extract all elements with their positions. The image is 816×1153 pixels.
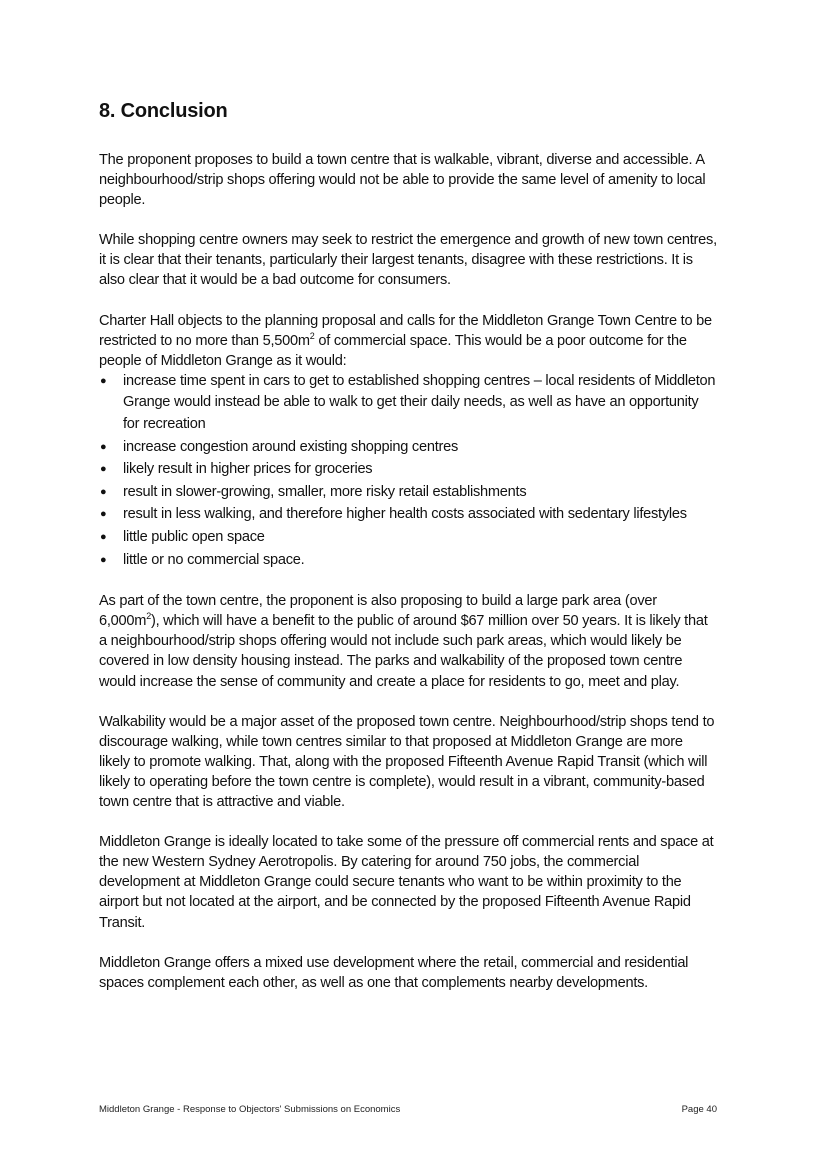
superscript-2: 2 — [309, 330, 315, 341]
list-item — [99, 504, 717, 526]
list-item — [99, 459, 717, 481]
consequences-list — [99, 371, 717, 571]
bullet-icon: ● — [100, 374, 107, 387]
list-item-text: little public open space — [123, 529, 265, 545]
list-item — [99, 437, 717, 459]
park-area-text-b: ), which will have a benefit to the public of around $67 million over 50 years. It is likely that a neighbourhood/strip shops offering would not include such park areas, which would likely be covered in low density housing instead. The parks and walkability of the proposed town centre would increase the sense of community and create a place for residents to go, meet and play. — [99, 613, 708, 690]
charter-hall-text-b: of commercial space. This would be a poor outcome for the people of Middleton Grange as it would: — [99, 332, 687, 369]
page-footer — [99, 1104, 717, 1116]
paragraph-walkability: Walkability would be a major asset of the proposed town centre. Neighbourhood/strip shops tend to discourage walking, while town centres similar to that proposed at Middleton Grange are more likely to promote walking. That, along with the proposed Fifteenth Avenue Rapid Transit (which will likely to operating before the town centre is complete), would result in a vibrant, community-based town centre that is attractive and viable. — [99, 713, 715, 811]
list-item-text: little or no commercial space. — [123, 551, 305, 568]
bullet-icon: ● — [100, 531, 107, 543]
paragraph-shopping-centre-owners: While shopping centre owners may seek to restrict the emergence and growth of new town centres, it is clear that their tenants, particularly their largest tenants, disagree with these restrictions. It is also clear that it would be a bad outcome for consumers. — [99, 232, 717, 289]
bullet-icon: ● — [100, 485, 107, 498]
bullet-icon: ● — [100, 553, 107, 566]
paragraph-park-area — [99, 591, 717, 691]
bullet-icon: ● — [100, 508, 107, 521]
list-item — [99, 482, 717, 504]
list-item-text: increase congestion around existing shopping centres — [123, 438, 459, 455]
paragraph-mixed-use: Middleton Grange offers a mixed use development where the retail, commercial and residential spaces complement each other, as well as one that complements nearby developments. — [99, 954, 689, 991]
list-item — [99, 550, 717, 572]
paragraph-intro: The proponent proposes to build a town centre that is walkable, vibrant, diverse and accessible. A neighbourhood/strip shops offering would not be able to provide the same level of amenity to local people. — [99, 152, 706, 209]
park-area-text-a: As part of the town centre, the proponent is also proposing to build a large park area (over 6,000m — [99, 593, 657, 630]
list-item — [99, 371, 717, 436]
list-item-text: result in less walking, and therefore higher health costs associated with sedentary lifestyles — [123, 506, 687, 523]
section-heading: 8. Conclusion — [99, 100, 228, 122]
page-number: Page 40 — [681, 1104, 717, 1115]
bullet-icon: ● — [100, 440, 107, 453]
paragraph-aerotropolis: Middleton Grange is ideally located to take some of the pressure off commercial rents and space at the new Western Sydney Aerotropolis. By catering for around 750 jobs, the commercial development at Middleton Grange could secure tenants who want to be within proximity to the airport but not located at the airport, and be connected by the proposed Fifteenth Avenue Rapid Transit. — [99, 834, 714, 931]
bullet-icon: ● — [100, 463, 107, 476]
page-content — [99, 96, 717, 1013]
superscript-2: 2 — [146, 611, 151, 622]
charter-hall-text-a: Charter Hall objects to the planning proposal and calls for the Middleton Grange Town Centre to be restricted to no more than 5,500m — [99, 312, 712, 349]
list-item-text: increase time spent in cars to get to established shopping centres – local residents of Middleton Grange would instead be able to walk to get their daily needs, as well as have an opportunity for recreation — [123, 372, 716, 433]
list-item-text: result in slower-growing, smaller, more risky retail establishments — [123, 483, 527, 500]
footer-document-title: Middleton Grange - Response to Objectors' Submissions on Economics — [99, 1104, 401, 1115]
paragraph-charter-hall — [99, 311, 717, 371]
list-item-text: likely result in higher prices for groceries — [123, 461, 373, 478]
list-item — [99, 527, 717, 549]
